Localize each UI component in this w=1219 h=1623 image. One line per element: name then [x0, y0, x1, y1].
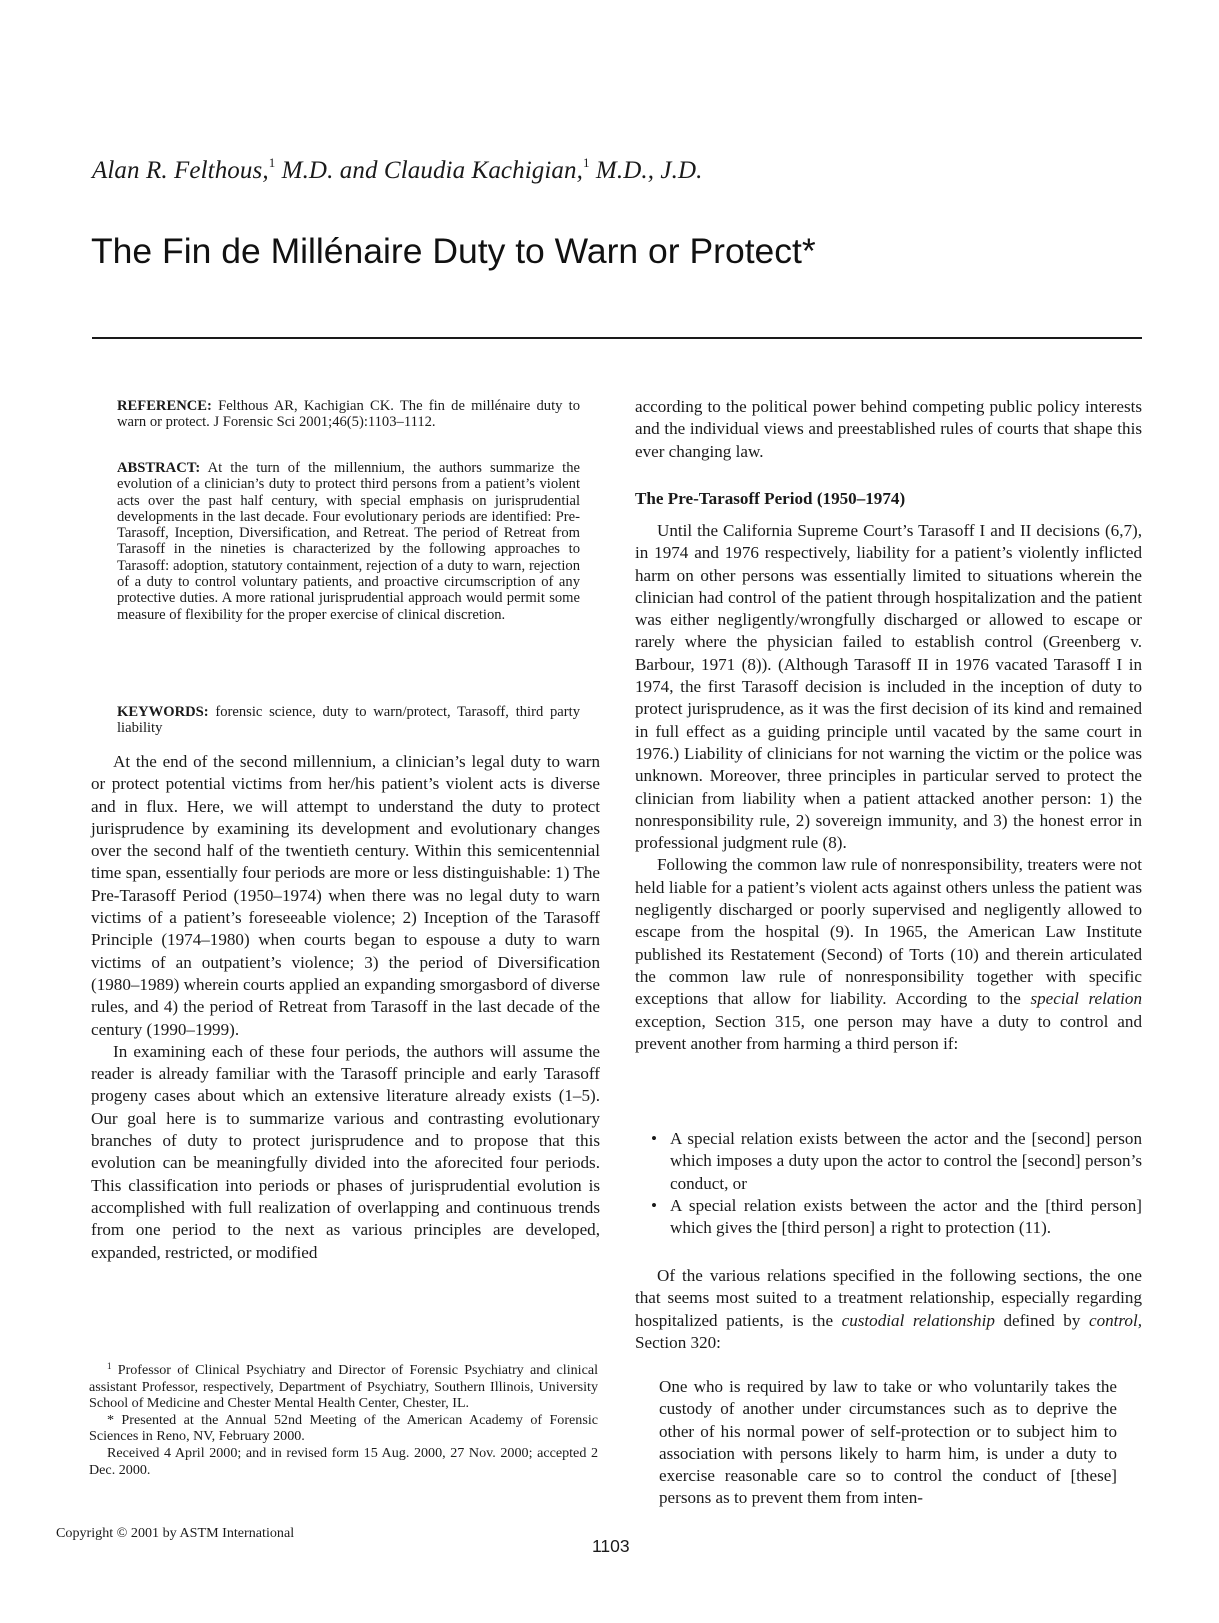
block-quote: One who is required by law to take or who voluntarily takes the custody of another under circumstances such as to deprive the other of his normal power of self-protection or to subject him to association with persons likely to harm him, is under a duty to exercise reasonable care so to control the conduct of [these] persons as to prevent them from inten- — [659, 1377, 1117, 1508]
section-heading: The Pre-Tarasoff Period (1950–1974) — [635, 489, 906, 508]
list-item-text: A special relation exists between the actor and the [third person] which gives the [third person] a right to protection (11). — [670, 1195, 1142, 1238]
body-text: Following the common law rule of nonresponsibility, treaters were not held liable for a patient’s violent acts against others unless the patient was negligently discharged or poorly supervised and negligently allowed to escape from the hospital (9). In 1965, the American Law Institute published its Restatement (Second) of Torts (10) and therein articulated the common law rule of nonresponsibility together with specific exceptions that allow for liability. According to the — [635, 855, 1142, 1009]
bullet-marker: • — [651, 1195, 657, 1215]
body-paragraph: according to the political power behind competing public policy interests and the individual views and preestablished rules of courts that shape this ever changing law. — [635, 397, 1142, 461]
reference-label: REFERENCE: — [117, 398, 212, 414]
article-title: The Fin de Millénaire Duty to Warn or Protect* — [91, 231, 816, 271]
body-paragraph: At the end of the second millennium, a clinician’s legal duty to warn or protect potential victims from her/his patient’s violent acts is diverse and in flux. Here, we will attempt to understand the duty to protect jurisprudence by examining its development and evolutionary changes over the second half of the twentieth century. Within this semicentennial time span, essentially four periods are more or less distinguishable: 1) The Pre-Tarasoff Period (1950–1974) when there was no legal duty to warn victims of a patient’s foreseeable violence; 2) Inception of the Tarasoff Principle (1974–1980) when courts began to espouse a duty to warn victims of an outpatient’s violence; 3) the period of Diversification (1980–1989) wherein courts applied an expanding smorgasbord of diverse rules, and 4) the period of Retreat from Tarasoff in the last decade of the century (1990–1999). — [91, 752, 600, 1039]
footnote-presented: * Presented at the Annual 52nd Meeting of the American Academy of Forensic Sciences in Reno, NV, February 2000. — [89, 1411, 598, 1445]
right-column-section-body — [635, 520, 1142, 1055]
footnotes — [89, 1362, 598, 1478]
page-number: 1103 — [592, 1536, 630, 1556]
keywords-label: KEYWORDS: — [117, 704, 209, 720]
author-1-degree-and-author-2-name: M.D. and Claudia Kachigian, — [275, 157, 583, 184]
abstract-block — [117, 460, 580, 623]
left-column-body — [91, 751, 600, 1264]
body-text: Section 320: — [635, 1332, 721, 1352]
footnote-text: Professor of Clinical Psychiatry and Director of Forensic Psychiatry and clinical assistant Professor, respectively, Department of Psychiatry, Southern Illinois, University School of Medicine and Chester Mental Health Center, Chester, IL. — [89, 1362, 598, 1412]
emphasis-text: custodial relationship — [841, 1310, 995, 1330]
body-paragraph: In examining each of these four periods, the authors will assume the reader is already familiar with the Tarasoff principle and early Tarasoff progeny cases about which an extensive literature already exists (1–5). Our goal here is to summarize various and contrasting evolutionary branches of duty to protect jurisprudence and to propose that this evolution can be meaningfully divided into the aforecited four periods. This classification into periods or phases of jurisprudential evolution is accomplished with full realization of overlapping and continuous trends from one period to the next as various principles are developed, expanded, restricted, or modified — [91, 1041, 600, 1262]
bullet-marker: • — [651, 1129, 657, 1148]
author-1-name: Alan R. Felthous, — [92, 157, 269, 184]
right-column-after-list — [635, 1265, 1142, 1354]
keywords-text: forensic science, duty to warn/protect, Tarasoff, third party liability — [117, 704, 580, 737]
reference-block — [117, 398, 580, 431]
emphasis-text: control, — [1088, 1310, 1143, 1330]
title-rule-divider — [92, 337, 1142, 339]
author-line — [92, 157, 702, 185]
copyright-notice: Copyright © 2001 by ASTM International — [56, 1525, 295, 1541]
body-paragraph — [635, 1265, 1142, 1354]
abstract-label: ABSTRACT: — [117, 460, 201, 476]
body-text: exception, Section 315, one person may have a duty to control and prevent another from harming a third person if: — [635, 1011, 1142, 1053]
body-text: defined by — [994, 1310, 1089, 1330]
body-paragraph: Until the California Supreme Court’s Tarasoff I and II decisions (6,7), in 1974 and 1976 respectively, liability for a patient’s violently inflicted harm on other persons was essentially limited to situations wherein the clinician had control of the patient through hospitalization and the patient was either negligently/wrongfully discharged or allowed to escape or rarely where the physician failed to establish control (Greenberg v. Barbour, 1971 (8)). (Although Tarasoff II in 1976 vacated Tarasoff I in 1974, the first Tarasoff decision is included in the inception of duty to protect jurisprudence, as it was the first decision of its kind and remained in full effect as a guiding principle until vacated by the same court in 1976.) Liability of clinicians for not warning the victim or the police was unknown. Moreover, three principles in particular served to protect the clinician from liability when a patient attacked another person: 1) the nonresponsibility rule, 2) sovereign immunity, and 3) the honest error in professional judgment rule (8). — [635, 521, 1142, 853]
right-column-continuation — [635, 396, 1142, 463]
keywords-block — [117, 704, 580, 737]
author-2-affiliation-mark: 1 — [582, 155, 590, 170]
bullet-list — [651, 1128, 1142, 1239]
author-2-degree: M.D., J.D. — [589, 157, 703, 184]
body-text: Of the various relations specified in the following sections, the one that seems most suited to a treatment relationship, especially regarding hospitalized patients, is the — [635, 1266, 1142, 1330]
list-item — [651, 1128, 1142, 1195]
author-1-affiliation-mark: 1 — [268, 155, 276, 170]
reference-text: Felthous AR, Kachigian CK. The fin de millénaire duty to warn or protect. J Forensic Sci 2001;46(5):1103–1112. — [117, 398, 580, 431]
footnote-received: Received 4 April 2000; and in revised form 15 Aug. 2000, 27 Nov. 2000; accepted 2 Dec. 2000. — [89, 1444, 598, 1478]
footnote-affiliation — [89, 1362, 598, 1412]
list-item — [651, 1195, 1142, 1240]
list-item-text: A special relation exists between the actor and the [second] person which imposes a duty upon the actor to control the [second] person’s conduct, or — [670, 1129, 1142, 1193]
emphasis-text: special relation — [1030, 989, 1142, 1009]
abstract-text: At the turn of the millennium, the authors summarize the evolution of a clinician’s duty to protect third persons from a patient’s violent acts over the past half century, with special emphasis on jurisprudential developments in the last decade. Four evolutionary periods are identified: Pre-Tarasoff, Inception, Diversification, and Retreat. The period of Retreat from Tarasoff in the nineties is characterized by the following approaches to Tarasoff: adoption, statutory containment, rejection of a duty to warn, rejection of a duty to control voluntary patients, and proactive circumscription of any protective duties. A more rational jurisprudential approach would permit some measure of flexibility for the proper exercise of clinical discretion. — [117, 460, 580, 623]
footnote-mark: 1 — [107, 1361, 112, 1371]
body-paragraph — [635, 854, 1142, 1055]
